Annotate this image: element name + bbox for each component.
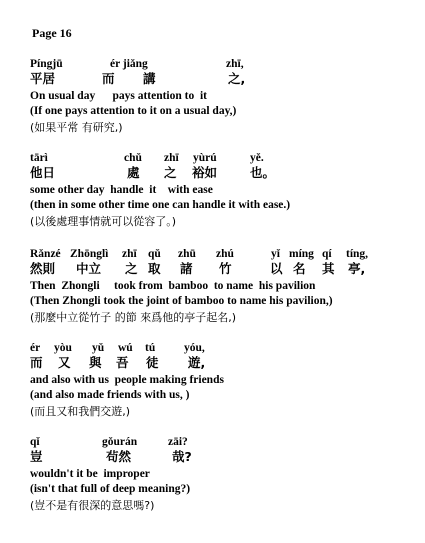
english-line: On usual day pays attention to it [30,90,208,102]
translation-line: (If one pays attention to it on a usual day,) [30,105,237,117]
hanzi-word: 遊, [188,355,206,370]
hanzi-word: 而 [102,71,115,86]
hanzi-word: 吾 [116,355,129,370]
pinyin-line [30,57,420,72]
chinese-line: (那麼中立從竹子 的節 來爲他的亭子起名,) [30,311,237,324]
pinyin-word: wú [118,342,133,354]
pinyin-word: qǐ [30,436,40,448]
hanzi-word: 中立 [76,261,102,276]
pinyin-line [30,151,420,166]
hanzi-word: 其 [322,261,335,276]
pinyin-word: yùrú [193,152,217,164]
hanzi-word: 竹 [219,261,232,276]
translation-line: (isn't that full of deep meaning?) [30,483,191,495]
pinyin-word: ér [30,342,41,354]
pinyin-word: yǐ [271,248,280,260]
english-line: some other day handle it with ease [30,184,213,196]
pinyin-word: ér jiǎng [110,58,148,70]
pinyin-word: míng [289,248,314,260]
pinyin-word: zāi? [168,436,188,448]
pinyin-word: tíng, [346,248,369,260]
pinyin-line [30,247,420,262]
pinyin-word: zhī [164,152,179,164]
hanzi-line [30,166,420,181]
hanzi-word: 裕如 [192,165,218,180]
english-line: wouldn't it be improper [30,468,150,480]
pinyin-word: yě. [250,152,264,164]
pinyin-word: Píngjū [30,58,63,70]
pinyin-word: zhú [216,248,234,260]
pinyin-word: tārì [30,152,48,164]
hanzi-word: 茍然 [106,449,132,464]
page-label: Page 16 [32,26,72,40]
hanzi-line [30,450,420,465]
chinese-line: (如果平常 有研究,) [30,121,123,134]
pinyin-word: chǔ [124,152,142,164]
pinyin-word: zhī, [226,58,244,70]
pinyin-word: yòu [54,342,72,354]
translation-line: (and also made friends with us, ) [30,389,190,401]
hanzi-word: 徒 [146,355,159,370]
hanzi-word: 又 [58,355,71,370]
pinyin-word: zhū [178,248,196,260]
hanzi-word: 講 [143,71,156,86]
hanzi-word: 與 [89,355,102,370]
hanzi-word: 平居 [30,71,56,86]
hanzi-word: 之 [125,261,138,276]
hanzi-line [30,262,420,277]
pinyin-word: qǔ [148,248,161,260]
chinese-line: (而且又和我們交遊,) [30,405,131,418]
hanzi-word: 而 [30,355,43,370]
hanzi-word: 之 [164,165,177,180]
pinyin-word: gǒurán [102,436,138,448]
pinyin-word: zhī [122,248,137,260]
hanzi-word: 名 [293,261,306,276]
hanzi-word: 取 [148,261,161,276]
pinyin-word: yóu, [184,342,205,354]
hanzi-word: 他日 [30,165,56,180]
translation-line: (Then Zhongli took the joint of bamboo to name his pavilion,) [30,295,333,307]
pinyin-word: yǔ [92,342,105,354]
hanzi-word: 諸 [180,261,193,276]
hanzi-word: 處 [127,165,140,180]
hanzi-word: 豈 [30,449,43,464]
pinyin-word: Zhōnglì [70,248,109,260]
hanzi-word: 以 [270,261,283,276]
pinyin-line [30,341,420,356]
hanzi-line [30,356,420,371]
translation-line: (then in some other time one can handle it with ease.) [30,199,291,211]
hanzi-word: 之, [228,71,246,86]
hanzi-word: 哉? [172,449,192,464]
hanzi-word: 然則 [30,261,56,276]
pinyin-word: tú [145,342,156,354]
pinyin-line [30,435,420,450]
hanzi-word: 也。 [250,165,276,180]
pinyin-word: qí [322,248,332,260]
hanzi-word: 亭, [348,261,366,276]
chinese-line: (豈不是有很深的意思嗎?) [30,499,155,512]
english-line: Then Zhongli took from bamboo to name his pavilion [30,280,316,292]
pinyin-word: Rǎnzé [30,248,61,260]
english-line: and also with us people making friends [30,374,224,386]
hanzi-line [30,72,420,87]
chinese-line: (以後處理事情就可以從容了。) [30,215,177,228]
